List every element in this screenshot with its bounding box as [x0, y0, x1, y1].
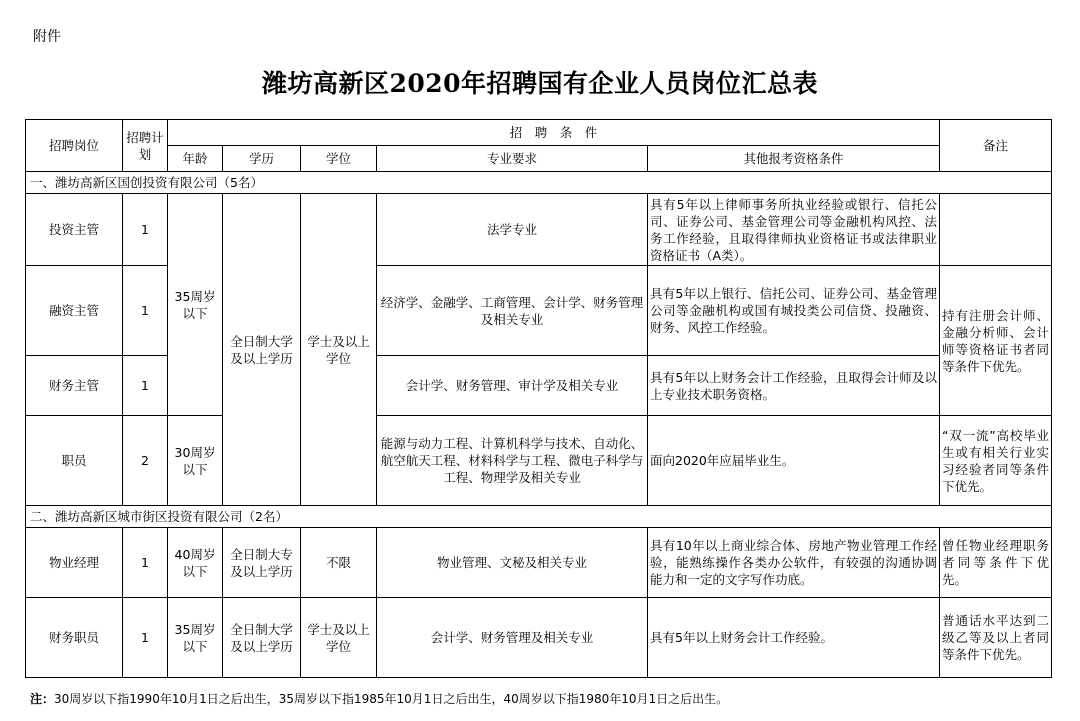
table-row [26, 598, 1052, 678]
header-position: 招聘岗位 [26, 120, 123, 172]
position-cell: 财务主管 [26, 356, 123, 416]
table-row [26, 528, 1052, 598]
header-education: 学历 [223, 146, 301, 172]
education-cell: 全日制大专及以上学历 [223, 528, 301, 598]
major-cell: 能源与动力工程、计算机科学与技术、自动化、航空航天工程、材料科学与工程、微电子科学与工程、物理学及相关专业 [377, 416, 648, 506]
position-cell: 物业经理 [26, 528, 123, 598]
section-title: 一、潍坊高新区国创投资有限公司（5名） [26, 172, 1052, 194]
other-cell: 具有5年以上银行、信托公司、证券公司、基金管理公司等金融机构或国有城投类公司信贷、投融资、财务、风控工作经验。 [648, 266, 940, 356]
section-row [26, 506, 1052, 528]
degree-cell: 学士及以上学位 [301, 598, 377, 678]
positions-table [25, 119, 1052, 678]
position-cell: 融资主管 [26, 266, 123, 356]
count-cell: 1 [123, 194, 168, 266]
header-remark: 备注 [940, 120, 1052, 172]
section-title: 二、潍坊高新区城市街区投资有限公司（2名） [26, 506, 1052, 528]
age-cell: 30周岁以下 [168, 416, 223, 506]
major-cell: 经济学、金融学、工商管理、会计学、财务管理及相关专业 [377, 266, 648, 356]
remark-cell [940, 194, 1052, 266]
major-cell: 会计学、财务管理、审计学及相关专业 [377, 356, 648, 416]
table-row [26, 194, 1052, 266]
other-cell: 具有5年以上财务会计工作经验，且取得会计师及以上专业技术职务资格。 [648, 356, 940, 416]
footnote-label: 注： [30, 692, 55, 706]
major-cell: 物业管理、文秘及相关专业 [377, 528, 648, 598]
count-cell: 1 [123, 528, 168, 598]
header-plan: 招聘计划 [123, 120, 168, 172]
major-cell: 法学专业 [377, 194, 648, 266]
count-cell: 1 [123, 266, 168, 356]
remark-cell: 持有注册会计师、金融分析师、会计师等资格证书者同等条件下优先。 [940, 266, 1052, 416]
count-cell: 2 [123, 416, 168, 506]
other-cell: 具有5年以上律师事务所执业经验或银行、信托公司、证券公司、基金管理公司等金融机构风控、法务工作经验，且取得律师执业资格证书或法律职业资格证书（A类）。 [648, 194, 940, 266]
footnote [30, 690, 728, 707]
header-major: 专业要求 [377, 146, 648, 172]
remark-cell: 曾任物业经理职务者同等条件下优先。 [940, 528, 1052, 598]
footnote-text: 30周岁以下指1990年10月1日之后出生，35周岁以下指1985年10月1日之后出生，40周岁以下指1980年10月1日之后出生。 [54, 692, 729, 706]
degree-cell: 不限 [301, 528, 377, 598]
remark-cell: 普通话水平达到二级乙等及以上者同等条件下优先。 [940, 598, 1052, 678]
page-title: 潍坊高新区2020年招聘国有企业人员岗位汇总表 [261, 69, 819, 98]
header-other: 其他报考资格条件 [648, 146, 940, 172]
header-degree: 学位 [301, 146, 377, 172]
degree-cell: 学士及以上学位 [301, 194, 377, 506]
other-cell: 具有5年以上财务会计工作经验。 [648, 598, 940, 678]
other-cell: 具有10年以上商业综合体、房地产物业管理工作经验，能熟练操作各类办公软件，有较强的沟通协调能力和一定的文字写作功底。 [648, 528, 940, 598]
major-cell: 会计学、财务管理及相关专业 [377, 598, 648, 678]
count-cell: 1 [123, 598, 168, 678]
other-cell: 面向2020年应届毕业生。 [648, 416, 940, 506]
education-cell: 全日制大学及以上学历 [223, 598, 301, 678]
age-cell: 35周岁以下 [168, 194, 223, 416]
age-cell: 40周岁以下 [168, 528, 223, 598]
section-row [26, 172, 1052, 194]
header-row-1 [26, 120, 1052, 146]
age-cell: 35周岁以下 [168, 598, 223, 678]
header-row-2 [26, 146, 1052, 172]
header-conditions: 招 聘 条 件 [168, 120, 940, 146]
position-cell: 投资主管 [26, 194, 123, 266]
position-cell: 职员 [26, 416, 123, 506]
attachment-label: 附件 [33, 29, 61, 45]
education-cell: 全日制大学及以上学历 [223, 194, 301, 506]
position-cell: 财务职员 [26, 598, 123, 678]
remark-cell: “双一流”高校毕业生或有相关行业实习经验者同等条件下优先。 [940, 416, 1052, 506]
table-row [26, 416, 1052, 506]
count-cell: 1 [123, 356, 168, 416]
header-age: 年龄 [168, 146, 223, 172]
